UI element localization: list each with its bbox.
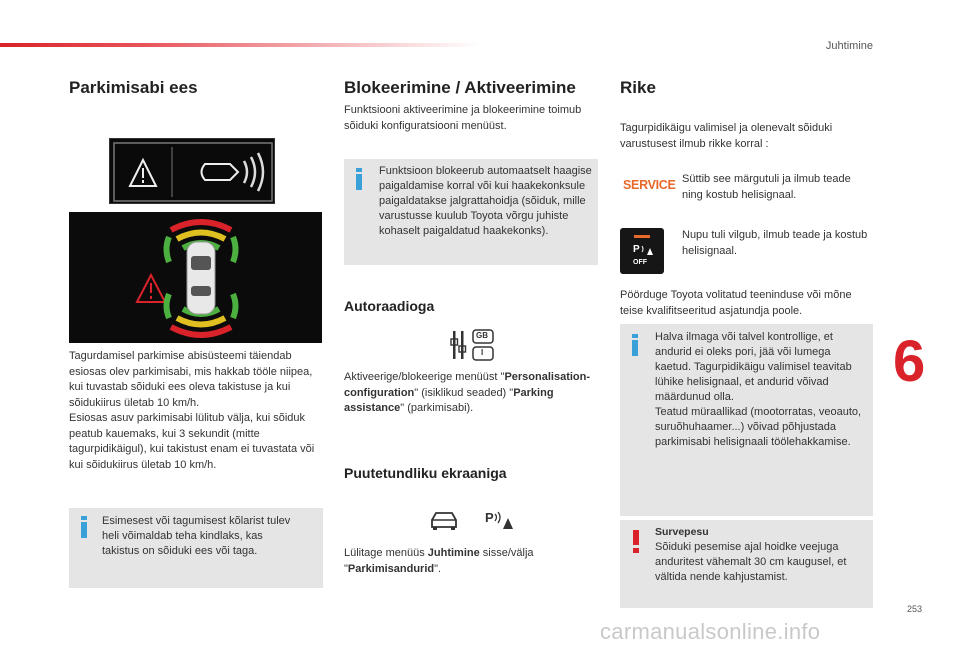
- section-title-front-parking: Parkimisabi ees: [69, 78, 198, 97]
- radio-menu-path: Personalisation-configuration: [344, 371, 591, 399]
- parking-off-button-icon: [620, 228, 664, 274]
- warning-note-content: [655, 525, 869, 585]
- activation-intro: Funktsiooni aktiveerimine ja blokeerimine toimub sõiduki konfiguratsiooni menüüst.: [344, 104, 582, 132]
- off-button-p-label: P: [633, 244, 640, 255]
- fault-contact: Pöörduge Toyota volitatud teeninduse või mõne teise kvalifitseeritud asjatundja poole.: [620, 289, 852, 317]
- touch-menu-item: Parkimisandurid: [347, 562, 435, 575]
- radio-icon-label-bottom: I: [481, 348, 484, 357]
- fault-intro: Tagurpidikäigu valimisel ja olenevalt sõiduki varustusest ilmub rikke korral :: [620, 122, 833, 150]
- parking-sensor-icon: [484, 508, 514, 532]
- radio-text-middle: " (isiklikud seaded) ": [414, 386, 514, 399]
- front-parking-text: Tagurdamisel parkimise abisüsteemi täiendab esiosas olev parkimisabi, mis hakkab tööle niipea, kui tuvastab sõiduki ees oleva takistuse ja kui sõidukiirus ületab 10 km/h. Esiosas asuv parkimisabi lülitub välja, kui sõiduk peatub kauemaks, kui 3 sekundit (mitte tagurpidikäigul), kui takistust enam ei tuvastata või kui sõidukiirus ületab 10 km/h.: [69, 350, 315, 471]
- display-warning-image: [109, 138, 275, 204]
- warning-text: Sõiduki pesemise ajal hoidke veejuga anduritest vähemalt 30 cm kaugusel, et vältida nende kahjustamist.: [655, 541, 847, 583]
- warning-icon: [632, 530, 640, 554]
- radio-text-after: " (parkimisabi).: [400, 402, 474, 414]
- radio-menu-item: Parking assistance: [344, 386, 554, 414]
- info-note-col2: [344, 159, 598, 265]
- section-title-activation: Blokeerimine / Aktiveerimine: [344, 78, 576, 97]
- touch-text-after: ".: [434, 562, 442, 575]
- radio-icon-label-top: GB: [476, 331, 488, 340]
- service-warning-icon: SERVICE: [623, 178, 676, 192]
- touch-text-before: Lülitage menüüs: [344, 547, 428, 559]
- radio-text-before: Aktiveerige/blokeerige menüüst ": [344, 371, 505, 383]
- header-accent-bar: [0, 43, 480, 47]
- info-note-text: Halva ilmaga või talvel kontrollige, et andurid ei oleks pori, jää või lumega kaetud. Tagurpidikäigu valimisel teavitab lühike helisignaal, et andurid võivad määrdunud olla. Teatud müraallikad (mootorratas, veoauto, suruõhuhaamer...) võivad põhjustada parkimisabi helisignaali töölehakkamise.: [655, 331, 862, 448]
- subsection-title-touchscreen: Puutetundliku ekraaniga: [344, 465, 507, 481]
- off-button-text: Nupu tuli vilgub, ilmub teade ja kostub helisignaal.: [682, 229, 868, 257]
- touch-text-middle: sisse/välja ": [344, 547, 534, 575]
- info-note-text: Funktsioon blokeerub automaatselt haagise paigaldamise korral või kui haakekonksule paigaldatakse jalgrattahoidja (sõiduk, mille varustusse kuulub Toyota võrgu juhiste kohaselt paigaldatud haakekonks).: [379, 165, 592, 237]
- parking-display-icon: [110, 139, 276, 205]
- info-icon: [79, 516, 89, 538]
- warning-title: Survepesu: [655, 526, 709, 538]
- off-button-sensor-icon: [641, 244, 655, 256]
- radio-settings-icon: [450, 328, 496, 362]
- warning-note: [620, 520, 873, 608]
- svg-text:P: P: [485, 510, 494, 525]
- subsection-title-radio: Autoraadioga: [344, 298, 435, 314]
- chapter-number: 6: [893, 329, 926, 394]
- service-text: Süttib see märgutuli ja ilmub teade ning kostub helisignaal.: [682, 173, 851, 201]
- section-title-fault: Rike: [620, 78, 656, 97]
- info-note-text: Esimesest või tagumisest kõlarist tulev heli võimaldab teha kindlaks, kas takistus on sõiduki ees või taga.: [102, 515, 291, 557]
- parking-sensors-icon: [69, 212, 322, 343]
- off-button-label: OFF: [633, 259, 647, 266]
- front-parking-description: [69, 349, 324, 473]
- touch-menu-name: Juhtimine: [427, 547, 480, 559]
- page-number: 253: [906, 604, 922, 614]
- info-note-col1: [69, 508, 323, 588]
- info-icon: [354, 168, 364, 190]
- info-note-col3: [620, 324, 873, 516]
- radio-instructions: [344, 370, 596, 417]
- sensor-display-image: [69, 212, 322, 343]
- chapter-title: Juhtimine: [825, 40, 873, 52]
- info-icon: [630, 334, 640, 356]
- watermark: carmanualsonline.info: [600, 619, 821, 644]
- touchscreen-instructions: [344, 546, 596, 577]
- car-icon: [428, 508, 460, 532]
